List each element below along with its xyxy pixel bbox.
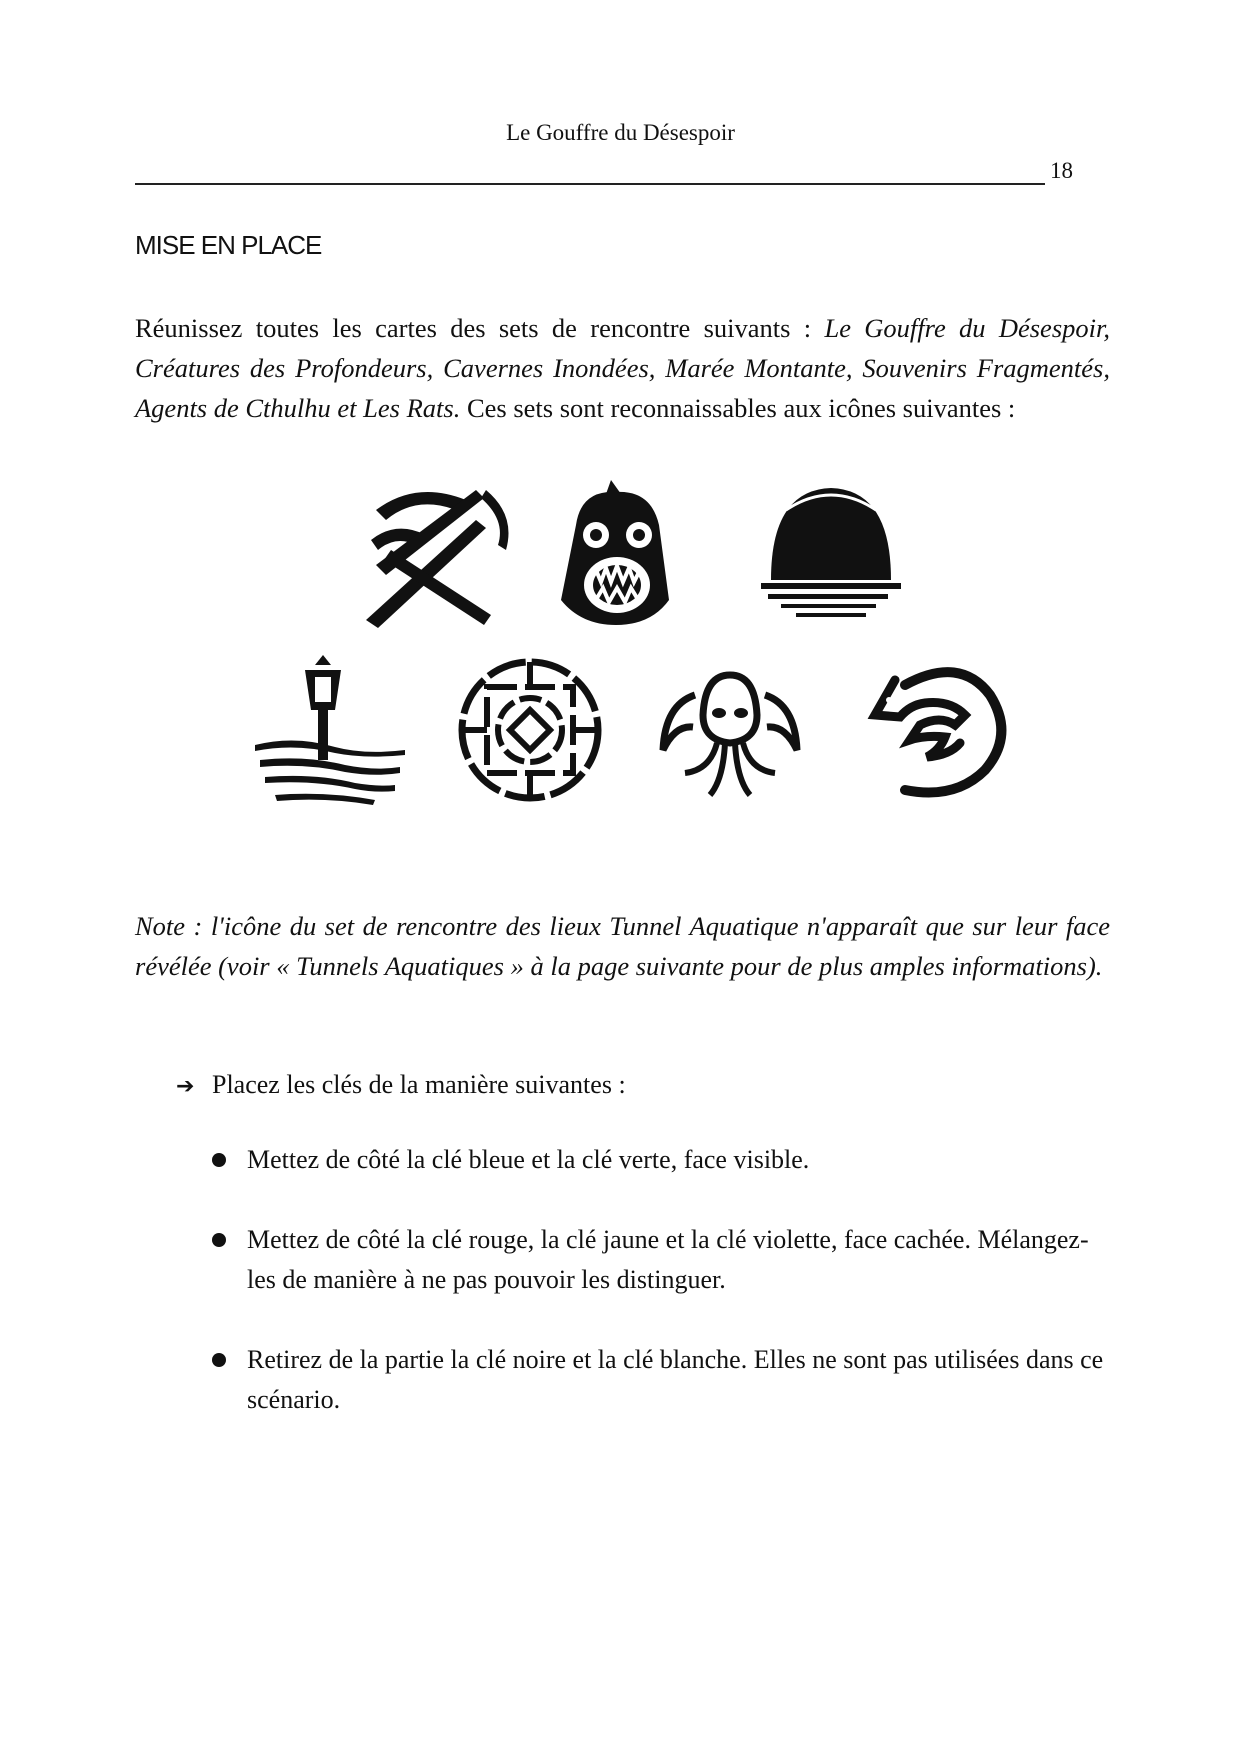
page-number: 18 (1050, 158, 1073, 183)
bullet-dot-icon (212, 1153, 226, 1167)
intro-tail: Ces sets sont reconnaissables aux icônes suivantes : (460, 393, 1016, 423)
cthulhu-agents-icon (655, 655, 805, 805)
bullet-dot-icon (212, 1233, 226, 1247)
deep-creature-fanged-icon (551, 480, 681, 630)
section-title: MISE EN PLACE (135, 230, 322, 260)
rats-icon (865, 655, 1015, 805)
arrow-right-icon: ➔ (176, 1074, 195, 1099)
note-paragraph: Note : l'icône du set de rencontre des lieux Tunnel Aquatique n'apparaît que sur leur face révélée (voir « Tunnels Aquatiques » à la page suivante pour de plus amples informations). (135, 911, 1110, 981)
icon-row-1 (356, 480, 916, 635)
header-rule (135, 183, 1045, 185)
icon-row-2 (255, 655, 1025, 810)
intro-lead: Réunissez toutes les cartes des sets de rencontre suivants : (135, 313, 825, 343)
intro-sets-list: Le Gouffre du Désespoir, Créatures des Profondeurs, Cavernes Inondées, Marée Montante, Souvenirs Fragmentés, Agents de Cthulhu et Les Rats. (135, 313, 1110, 423)
list-item-text: Mettez de côté la clé bleue et la clé verte, face visible. (247, 1145, 810, 1174)
flooded-cave-dome-icon (756, 480, 906, 630)
intro-paragraph (135, 308, 1110, 428)
gouffre-claw-slash-icon (356, 480, 516, 630)
running-title: Le Gouffre du Désespoir (506, 120, 735, 145)
rising-tide-lamppost-icon (255, 655, 405, 805)
bullet-dot-icon (212, 1353, 226, 1367)
list-item-text: Retirez de la partie la clé noire et la clé blanche. Elles ne sont pas utilisées dans ce scénario. (247, 1345, 1104, 1414)
list-item-text: Mettez de côté la clé rouge, la clé jaune et la clé violette, face cachée. Mélangez-les de manière à ne pas pouvoir les distinguer. (247, 1225, 1089, 1294)
arrow-list-item (176, 1070, 626, 1100)
fragmented-memories-maze-icon (455, 655, 605, 805)
arrow-item-text: Placez les clés de la manière suivantes : (212, 1070, 626, 1099)
